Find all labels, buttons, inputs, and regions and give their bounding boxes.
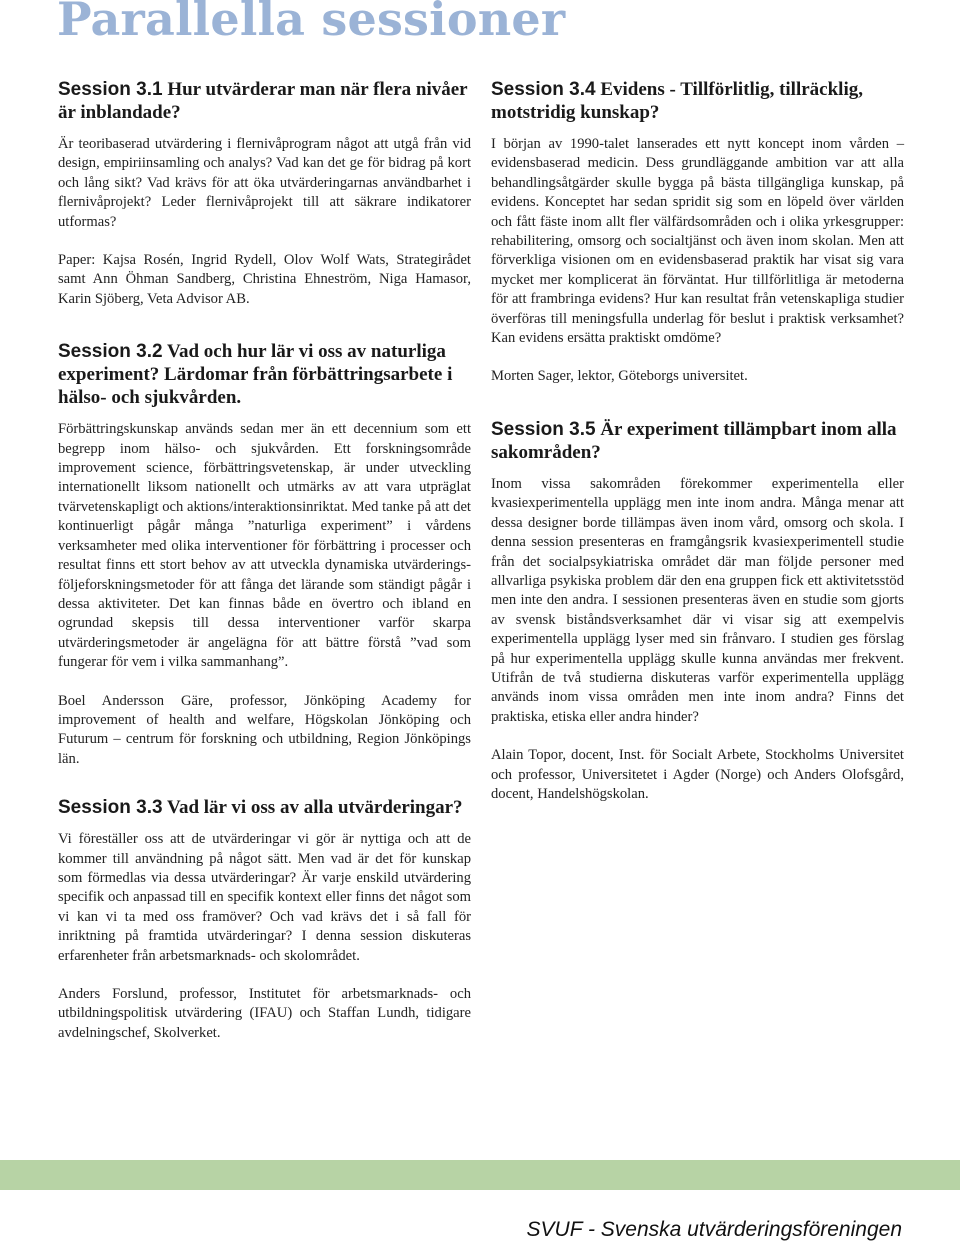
- session-heading: [58, 340, 471, 409]
- session-3-4: [491, 78, 904, 387]
- session-number: Session 3.4: [491, 79, 596, 100]
- session-title: Hur utvärderar man när flera nivåer är inblandade?: [58, 79, 468, 123]
- session-number: Session 3.1: [58, 79, 163, 100]
- session-title: Är experiment tillämpbart inom alla sakområden?: [491, 418, 897, 463]
- session-3-2: [58, 340, 471, 769]
- session-authors: Anders Forslund, professor, Institutet för arbetsmarknads- och utbildningspolitisk utvärdering (IFAU) och Staffan Lundh, tidigare avdelningschef, Skolverket.: [58, 986, 471, 1041]
- session-title: Evidens - Tillförlitlig, tillräcklig, motstridig kunskap?: [491, 79, 863, 123]
- session-description: Är teoribaserad utvärdering i flernivåprogram något att utgå från vid design, empiriinsamling och analys? Vad kan det ge för bidrag på kort och lång sikt? Vad krävs för att öka utvärderingarnas användbarhet i flernivåprojekt? Leder flernivåprojekt till att säkrare indikatorer utformas?: [58, 136, 471, 230]
- right-column: [491, 78, 904, 804]
- session-title: Vad och hur lär vi oss av naturliga experiment? Lärdomar från förbättringsarbete i hälso- och sjukvården.: [58, 341, 453, 409]
- session-authors: Paper: Kajsa Rosén, Ingrid Rydell, Olov Wolf Wats, Strategirådet samt Ann Öhman Sandberg, Christina Ehneström, Niga Hamasor, Karin Sjöberg, Veta Advisor AB.: [58, 252, 471, 307]
- session-3-5: [491, 418, 904, 805]
- session-heading: [491, 418, 904, 464]
- session-description: Vi föreställer oss att de utvärderingar vi gör är nyttiga och att de kommer till användning på något sätt. Men vad är det för kunskap som förmedlas via dessa utvärderingar? Är varje enskild utvärdering specifik och anpassad till en specifik kontext eller finns det något som vi kan vi ta med oss framöver? Och vad krävs det i så fall för inriktning på framtida utvärderingar? I denna session diskuteras erfarenheter från arbetsmarknads- och skolområdet.: [58, 831, 471, 964]
- footer-organization: SVUF - Svenska utvärderingsföreningen: [526, 1218, 902, 1241]
- session-number: Session 3.5: [491, 418, 596, 440]
- session-authors: Alain Topor, docent, Inst. för Socialt Arbete, Stockholms Universitet och professor, Universitetet i Agder (Norge) och Anders Olofsgård, docent, Handelshögskolan.: [491, 747, 904, 802]
- page-title: Parallella sessioner: [57, 0, 566, 46]
- session-heading: [58, 78, 471, 124]
- session-3-1: [58, 78, 471, 309]
- session-authors: Morten Sager, lektor, Göteborgs universitet.: [491, 368, 748, 385]
- session-heading: [491, 78, 904, 124]
- session-description: Inom vissa sakområden förekommer experimentella eller kvasiexperimentella upplägg men inte inom andra. Många menar att dessa designer borde tillämpas även inom vård, omsorg och skola. I denna session presenteras en framgångsrik kvasiexperimentell studie från det socialpsykiatriska området där man följde personer med allvarliga psykiska problem där den ena gruppen fick ett aktivitetsstöd men inte den andra. I sessionen presenteras även en studie som gjorts av svensk biståndsverksamhet där vi visar sig att exempelvis experimentella upplägg lyser med sin frånvaro. I studien ges förslag på hur experimentella upplägg skulle kunna användas mer frekvent. Utifrån de två studierna diskuteras varför experimentella upplägg används inom vissa områden men inte inom andra? Finns det praktiska, etiska eller andra hinder?: [491, 475, 904, 725]
- session-number: Session 3.3: [58, 797, 163, 819]
- session-description: I början av 1990-talet lanserades ett nytt koncept inom vården – evidensbaserad medicin. Dess grundläggande ambition var att alla behandlingsåtgärder skulle bygga på bästa tillgängliga kunskap, på evidens. Konceptet har sedan spridit sig som en löpeld över världen och fått fäste inom allt fler välfärdsområden och i olika yrkesgrupper: rehabilitering, omsorg och socialtjänst och även inom skolan. Men att förverkliga visionen om en evidensbaserad praktik har visat sig vara mycket mer komplicerat än förväntat. Hur tillförlitliga är metoderna för att frambringa evidens? Hur kan resultat från vetenskapliga studier överföras till meningsfulla underlag för beslut i praktisk verksamhet? Kan evidens ersätta praktiskt omdöme?: [491, 136, 904, 347]
- session-authors: Boel Andersson Gäre, professor, Jönköping Academy for improvement of health and welfare, Högskolan Jönköping och Futurum – centrum för forskning och utbildning, Region Jönköpings län.: [58, 692, 471, 767]
- footer-bar: [0, 1160, 960, 1190]
- session-description: Förbättringskunskap används sedan mer än ett decennium som ett begrepp inom hälso- och sjukvården. Ett forskningsområde improvement science, förbättringsvetenskap, är under utveckling internationellt liksom nationellt och utmärks av att vara utpräglat tvärvetenskapligt och aktions/interaktionsinriktat. Med tanke på att det kontinuerligt pågår många ”naturliga experiment” i vårdens verksamheter med olika interventioner för förbättring i processer och resultat finns ett stort behov av att utveckla dynamiska utvärderings- följeforskningsmetoder för att fånga det lärande som ständigt pågår i dessa aktiviteter. Det kan finnas både en övertro och ibland en ogrundad skepsis till dessa interventioner varför skarpa utvärderingsmetoder är angelägna för att bättre förstå ”vad som fungerar för vem i vilka sammanhang”.: [58, 421, 471, 671]
- session-number: Session 3.2: [58, 341, 163, 363]
- session-3-3: [58, 796, 471, 1043]
- session-title: Vad lär vi oss av alla utvärderingar?: [162, 797, 463, 819]
- left-column: [58, 78, 471, 1043]
- session-heading: [58, 796, 471, 819]
